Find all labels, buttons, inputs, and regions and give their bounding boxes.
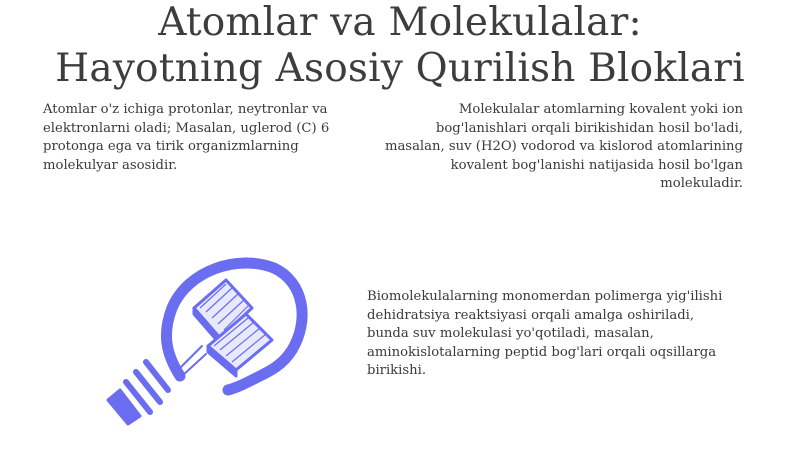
biomolecules-paragraph: Biomolekulalarning monomerdan polimerga yig'ilishi dehidratsiya reaktsiyasi orqali amalga oshiriladi, bunda suv molekulasi yo'qotiladi, masalan, aminokislotalarning peptid bog'lari orqali oqsillarga birikishi. bbox=[367, 289, 723, 379]
title-line-1: Atomlar va Molekulalar: bbox=[158, 0, 642, 45]
atoms-paragraph: Atomlar o'z ichiga protonlar, neytronlar va elektronlarni oladi; Masalan, uglerod (C) 6 protonga ega va tirik organizmlarning molekulyar asosidir. bbox=[43, 102, 330, 173]
slide-title bbox=[0, 0, 800, 92]
title-line-2: Hayotning Asosiy Qurilish Bloklari bbox=[55, 46, 745, 91]
molecules-paragraph: Molekulalar atomlarning kovalent yoki ion bog'lanishlari orqali birikishidan hosil bo'ladi, masalan, suv (H2O) vodorod va kislorod atomlarining kovalent bog'lanishi natijasida hosil bo'lgan molekuladir. bbox=[384, 102, 743, 192]
lightbulb-book-icon bbox=[96, 250, 312, 430]
